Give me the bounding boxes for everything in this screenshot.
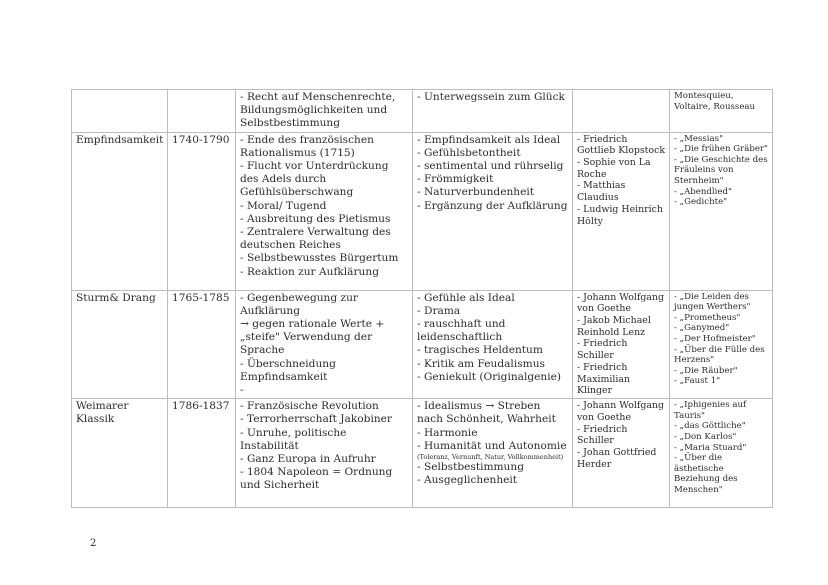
cell-line: - Harmonie (417, 426, 478, 439)
background-cell (236, 132, 413, 290)
works-cell (670, 90, 773, 133)
cell-line: - Ende des französischen Rationalismus (1715) (240, 133, 374, 159)
epoch-cell: Weimarer Klassik (72, 399, 168, 508)
epoch-cell (72, 90, 168, 133)
period-cell: 1786-1837 (168, 399, 236, 508)
cell-line: - „Über die ästhetische Beziehung des Menschen" (674, 453, 738, 495)
epochs-table (71, 89, 773, 508)
cell-line: - „Ganymed" (674, 323, 730, 334)
cell-line: - Frömmigkeit (417, 173, 494, 186)
cell-line: - Johann Wolfgang von Goethe (577, 400, 664, 423)
features-cell (413, 290, 573, 399)
cell-line: - Johan Gottfried Herder (577, 447, 657, 470)
cell-line: - Friedrich Maximilian Klinger (577, 361, 630, 397)
cell-line: - tragisches Heldentum (417, 344, 543, 357)
cell-line: - Selbstbewusstes Bürgertum (240, 252, 399, 265)
cell-line: - Zentralere Verwaltung des deutschen Reiches (240, 226, 391, 252)
cell-line: - Unruhe, politische Instabilität (240, 426, 347, 452)
cell-line: - „Die Leiden des jungen Werthers" (674, 291, 751, 313)
cell-line: - „Über die Fülle des Herzens" (674, 344, 765, 366)
cell-line: → gegen rationale Werte + „steife" Verwendung der Sprache (240, 318, 385, 357)
features-cell (413, 90, 573, 133)
cell-line: - Recht auf Menschenrechte, Bildungsmöglichkeiten und Selbstbestimmung (240, 91, 396, 130)
background-cell (236, 290, 413, 399)
cell-line: - „das Göttliche" (674, 421, 746, 432)
features-note: (Toleranz, Vernunft, Natur, Vollkommenheit) (417, 453, 564, 462)
table-row (72, 290, 773, 399)
cell-line: - „Messias" (674, 133, 724, 144)
cell-line: - Ludwig Heinrich Hölty (577, 203, 663, 227)
cell-line: - Ganz Europa in Aufruhr (240, 453, 376, 466)
cell-line: - Idealismus → Streben nach Schönheit, Wahrheit (417, 400, 556, 426)
cell-line: - „Die Räuber" (674, 365, 738, 376)
cell-line: - Terrorherrschaft Jakobiner (240, 413, 392, 426)
cell-line: - Drama (417, 304, 461, 317)
authors-cell (573, 132, 670, 290)
epoch-cell: Sturm& Drang (72, 290, 168, 399)
cell-line: - „Iphigenies auf Tauris" (674, 400, 747, 421)
cell-line: - Naturverbundenheit (417, 186, 535, 199)
cell-line: - Flucht vor Unterdrückung des Adels durch Gefühlsüberschwang (240, 160, 389, 199)
features-cell (413, 399, 573, 508)
cell-line: - Moral/ Tugend (240, 199, 327, 212)
epoch-cell: Empfindsamkeit (72, 132, 168, 290)
works-cell (670, 290, 773, 399)
features-cell (413, 132, 573, 290)
cell-line: - Gegenbewegung zur Aufklärung (240, 291, 358, 317)
cell-line: - Johann Wolfgang von Goethe (577, 291, 664, 315)
cell-line: - Friedrich Gottlieb Klopstock (577, 133, 665, 157)
background-cell (236, 90, 413, 133)
cell-line: - „Die Geschichte des Fräuleins von Sternheim" (674, 154, 768, 186)
cell-line: - 1804 Napoleon = Ordnung und Sicherheit (240, 466, 393, 492)
works-cell (670, 132, 773, 290)
table-row (72, 90, 773, 133)
cell-line: - Friedrich Schiller (577, 338, 628, 362)
cell-line: - Matthias Claudius (577, 180, 626, 204)
cell-line: - „Abendlied" (674, 186, 732, 197)
table-row (72, 132, 773, 290)
period-cell: 1740-1790 (168, 132, 236, 290)
cell-line: - Geniekult (Originalgenie) (417, 370, 562, 383)
cell-line: - Unterwegssein zum Glück (417, 91, 565, 103)
cell-line: - „Gedichte" (674, 197, 728, 208)
cell-line: - Französische Revolution (240, 400, 379, 413)
cell-line: - sentimental und rührselig (417, 160, 564, 173)
page-number: 2 (90, 538, 97, 549)
cell-line: - Reaktion zur Aufklärung (240, 265, 379, 278)
cell-line: Montesquieu, Voltaire, Rousseau (674, 91, 756, 112)
cell-line: - Ausbreitung des Pietismus (240, 212, 391, 225)
cell-line: - Ausgeglichenheit (417, 474, 518, 487)
cell-line: - (240, 384, 244, 397)
cell-line: - Friedrich Schiller (577, 423, 628, 447)
cell-line: - Gefühle als Ideal (417, 291, 515, 304)
cell-line: - Gefühlsbetontheit (417, 146, 521, 159)
authors-cell (573, 290, 670, 399)
period-cell: 1765-1785 (168, 290, 236, 399)
works-cell (670, 399, 773, 508)
cell-line: - Jakob Michael Reinhold Lenz (577, 315, 651, 338)
table-row (72, 399, 773, 508)
cell-line: - Kritik am Feudalismus (417, 357, 545, 370)
cell-line: - „Maria Stuard" (674, 442, 747, 453)
cell-line: - „Der Hofmeister" (674, 333, 756, 344)
cell-line: - Humanität und Autonomie (417, 439, 567, 452)
cell-line: - Selbstbestimmung (417, 461, 524, 474)
cell-line: - Empfindsamkeit als Ideal (417, 133, 561, 146)
cell-line: - „Faust 1" (674, 376, 721, 387)
cell-line: - rauschhaft und leidenschaftlich (417, 318, 506, 344)
authors-cell (573, 399, 670, 508)
cell-line: - „Prometheus" (674, 312, 741, 323)
cell-line: - „Die frühen Gräber" (674, 144, 768, 155)
period-cell (168, 90, 236, 133)
background-cell (236, 399, 413, 508)
authors-cell (573, 90, 670, 133)
cell-line: - Sophie von La Roche (577, 157, 651, 180)
cell-line: - Ergänzung der Aufklärung (417, 199, 568, 212)
epochs-table-body (72, 90, 773, 508)
cell-line: - Überschneidung Empfindsamkeit (240, 357, 336, 383)
cell-line: - „Don Karlos" (674, 432, 737, 443)
